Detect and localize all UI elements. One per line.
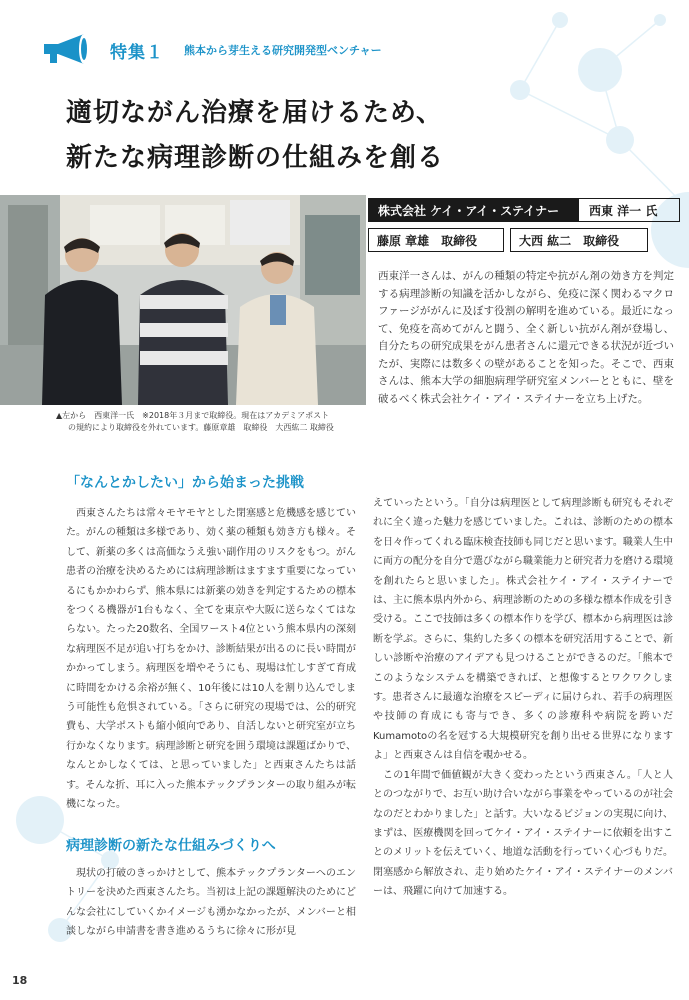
feature-subtitle: 熊本から芽生える研究開発型ベンチャー xyxy=(184,44,382,57)
left-column-body-2 xyxy=(66,864,356,942)
intro-paragraph: 西東洋一さんは、がんの種類の特定や抗がん剤の効き方を判定する病理診断の知識を活かしながら、免疫に深く関わるマクロファージががんに及ぼす役割の解明を進めている。最近になって、免疫を高めてがんと闘う、全く新しい抗がん剤が登場し、自分たちの研究成果をがん患者さんに還元できる状況が近づいたが、実際には数多くの壁があることを知った。そこで、西東さんは、熊本大学の細胞病理学研究室メンバーとともに、壁を破るべく株式会社ケイ・アイ・ステイナーを立ち上げた。 xyxy=(378,270,674,405)
feature-label: 特集１ xyxy=(110,43,164,63)
page-title-line2: 新たな病理診断の仕組みを創る xyxy=(66,143,445,173)
megaphone-icon xyxy=(40,32,100,66)
company-name: 株式会社 ケイ・アイ・ステイナー xyxy=(368,198,578,222)
person-fujiwara: 藤原 章雄 取締役 xyxy=(368,228,504,252)
person-saito: 西東 洋一 氏 xyxy=(578,198,680,222)
left-column-body xyxy=(66,504,356,815)
right-column-body xyxy=(373,494,673,902)
body-paragraph: えていったという。「自分は病理医として病理診断も研究もそれぞれに全く違った魅力を感じていました。これは、診断のための標本を日々作ってくれる臨床検査技師も同じだと思います。職業人生中に両方の配分を自分で選びながら職業能力と研究者力を磨ける環境を創れたらと思いました」。株式会社ケイ・アイ・ステイナーでは、主に熊本県内外から、病理診断のための多様な標本作成を引き受ける。ここで技師は多くの標本作りを学び、標本から病理医は診断を学ぶ。さらに、集約した多くの標本を研究活用することで、新しい診断や治療のアイデアも見つけることができるのだ。「熊本でこのようなシステムを構築できれば、と想像するとワクワクします。患者さんに最適な治療をスピーディに届けられ、若手の病理医や技師の育成にも寄与でき、多くの診療科や病院を跨いだKumamotoの名を冠する大規模研究を創り出せる世界になりますよ」と西東さんは自信を覗かせる。 xyxy=(373,498,673,762)
page-number: 18 xyxy=(12,974,28,987)
team-photo xyxy=(0,195,366,405)
section-heading-new-system: 病理診断の新たな仕組みづくりへ xyxy=(66,838,276,854)
body-paragraph: 西東さんたちは常々モヤモヤとした閉塞感と危機感を感じていた。がんの種類は多様であり、効く薬の種類も効き方も様々。そして、新薬の多くは高価なうえ強い副作用のリスクをもつ。がん患者の治療を決めるためには病理診断はますます重要になっているにもかかわらず、熊本県には新薬の効きを判定するための標本をつくる機器が1台もなく、全てを東京や大阪に送らなくてはならない。たった20数名、全国ワースト4位という熊本県内の深刻な病理医不足が追い打ちをかけ、診断結果が出るのに長い時間がかかってしまう。病理医を増やそうにも、現場は忙しすぎて育成に時間をかける余裕が無く、10年後には10人を割り込んでしまう可能性も危惧されている。「さらに研究の現場では、公的研究費も、大学ポストも縮小傾向であり、自活しないと研究室が立ち行かなくなります。病理診断と研究を囲う環境は課題ばかりで、なんとかしなくては、と思っていました」と西東さんたちは話す。そんな折、耳に入った熊本テックプランターの取り組みが転機になった。 xyxy=(66,508,356,811)
body-paragraph: この1年間で価値観が大きく変わったという西東さん。「人と人とのつながりで、お互い助け合いながら事業をやっているのが社会なのだとわかりました」と話す。大いなるビジョンの実現に向け、まずは、医療機関を回ってケイ・アイ・ステイナーに依頼を出すことのメリットを伝えていく、地道な活動を行っていく心づもりだ。閉塞感から解放され、走り始めたケイ・アイ・ステイナーのメンバーは、飛躍に向けて加速する。 xyxy=(373,769,673,898)
section-heading-challenge: 「なんとかしたい」から始まった挑戦 xyxy=(66,475,304,491)
page-title-line1: 適切ながん治療を届けるため、 xyxy=(66,98,443,128)
body-paragraph: 現状の打破のきっかけとして、熊本テックプランターへのエントリーを決めた西東さんたち。当初は上記の課題解決のためにどんな会社にしていくかイメージも湧かなかったが、メンバーと相談しながら申請書を書き進めるうちに徐々に形が見 xyxy=(66,868,356,938)
person-onishi: 大西 紘二 取締役 xyxy=(510,228,648,252)
photo-caption: ▲左から 西東洋一氏 ※2018年３月まで取締役。現在はアカデミアポスト の規約により取締役を外れています。藤原章雄 取締役 大西紘二 取締役 xyxy=(56,411,334,432)
